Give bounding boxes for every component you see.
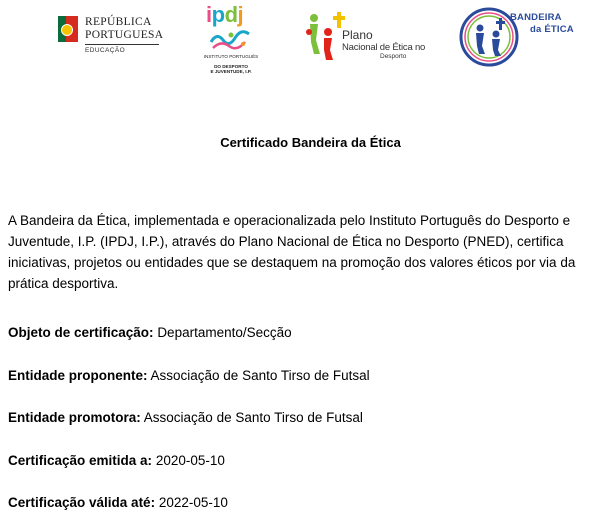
field-label: Entidade proponente: bbox=[8, 368, 148, 383]
field-certificacao-valida bbox=[8, 495, 228, 510]
field-label: Objeto de certificação: bbox=[8, 325, 154, 340]
field-entidade-promotora bbox=[8, 410, 363, 425]
ipdj-logo-line1: INSTITUTO PORTUGUÊS bbox=[203, 54, 259, 59]
bandeira-da-etica-logo bbox=[458, 2, 574, 72]
field-value: 2020-05-10 bbox=[155, 453, 225, 468]
field-objeto bbox=[8, 325, 292, 340]
republica-logo-line3: EDUCAÇÃO bbox=[85, 47, 126, 54]
field-value: Associação de Santo Tirso de Futsal bbox=[143, 410, 363, 425]
ipdj-wave-icon bbox=[209, 30, 253, 50]
pned-logo-line2: Nacional de Ética no bbox=[342, 42, 426, 53]
field-label: Certificação válida até: bbox=[8, 495, 156, 510]
pned-logo bbox=[306, 10, 426, 66]
bandeira-logo-line1: BANDEIRA bbox=[510, 12, 562, 23]
republica-logo-line1: REPÚBLICA bbox=[85, 16, 152, 28]
pned-logo-line1: Plano bbox=[342, 28, 373, 42]
field-value: 2022-05-10 bbox=[158, 495, 228, 510]
pned-logo-line3: Desporto bbox=[380, 53, 407, 60]
republica-logo-divider bbox=[85, 44, 159, 45]
field-label: Entidade promotora: bbox=[8, 410, 141, 425]
certificate-title: Certificado Bandeira da Ética bbox=[220, 135, 401, 150]
field-value: Departamento/Secção bbox=[157, 325, 292, 340]
ipdj-logo-line3: E JUVENTUDE, I.P. bbox=[210, 69, 252, 74]
republica-portuguesa-logo bbox=[58, 14, 168, 60]
ipdj-wordmark: ipdj bbox=[206, 2, 244, 27]
field-label: Certificação emitida a: bbox=[8, 453, 153, 468]
field-certificacao-emitida bbox=[8, 453, 225, 468]
field-value: Associação de Santo Tirso de Futsal bbox=[150, 368, 370, 383]
field-entidade-proponente bbox=[8, 368, 370, 383]
ipdj-logo bbox=[203, 2, 259, 76]
certificate-intro-paragraph: A Bandeira da Ética, implementada e operacionalizada pelo Instituto Português do Desporto e Juventude, I.P. (IPDJ, I.P.), através do Plano Nacional de Ética no Desporto (PNED), certifica iniciativas, projetos ou entidades que se destaquem na promoção dos valores éticos por via da prática desportiva. bbox=[8, 213, 576, 291]
portugal-flag-icon bbox=[58, 16, 78, 42]
republica-logo-line2: PORTUGUESA bbox=[85, 29, 164, 41]
ipdj-logo-line2: DO DESPORTO bbox=[214, 64, 248, 69]
header-logos bbox=[0, 0, 607, 80]
bandeira-logo-line2: da ÉTICA bbox=[530, 24, 574, 35]
